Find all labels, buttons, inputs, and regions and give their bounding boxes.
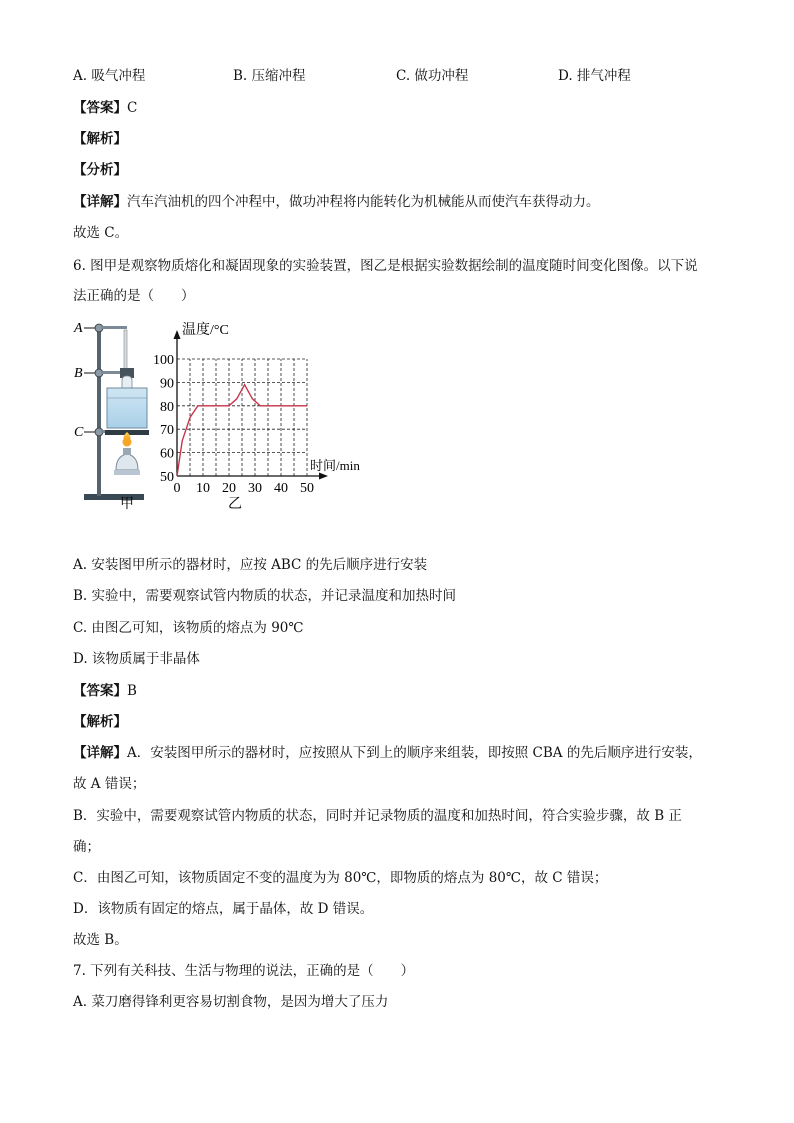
label-c: C (74, 425, 84, 440)
q6-stem-line1: 6. 图甲是观察物质熔化和凝固现象的实验装置，图乙是根据实验数据绘制的温度随时间变化图像。以下说 (73, 258, 698, 274)
x-axis-arrow (319, 473, 328, 480)
q6-option-a: A. 安装图甲所示的器材时，应按 ABC 的先后顺序进行安装 (73, 557, 428, 573)
y-axis-arrow (174, 330, 181, 339)
q6-detail-line3: B．实验中，需要观察试管内物质的状态，同时并记录物质的温度和加热时间，符合实验步骤，故 B 正 (73, 808, 682, 824)
y-tick-label: 100 (153, 353, 174, 368)
apparatus-illustration (84, 324, 149, 500)
q5-detail (73, 192, 600, 212)
q6-detail-line5: C．由图乙可知，该物质固定不变的温度为为 80℃，即物质的熔点为 80℃，故 C 错误； (73, 870, 608, 886)
q6-option-b: B. 实验中，需要观察试管内物质的状态，并记录温度和加热时间 (73, 588, 457, 604)
q5-conclusion: 故选 C。 (73, 225, 129, 241)
temperature-chart (153, 321, 360, 496)
q6-option-c: C. 由图乙可知，该物质的熔点为 90℃ (73, 620, 304, 636)
caption-jia: 甲 (120, 497, 134, 512)
x-tick-label: 30 (248, 481, 262, 496)
q6-answer (73, 681, 137, 701)
y-tick-label: 50 (160, 470, 174, 485)
detail-tag: 【详解】 (73, 745, 127, 761)
x-tick-label: 40 (274, 481, 288, 496)
q6-conclusion: 故选 B。 (73, 932, 128, 948)
q6-detail-line2: 故 A 错误； (73, 776, 146, 792)
option-c: C. 做功冲程 (396, 68, 469, 84)
x-tick-label: 20 (222, 481, 236, 496)
q6-detail-line6: D．该物质有固定的熔点，属于晶体，故 D 错误。 (73, 901, 374, 917)
y-tick-label: 70 (160, 423, 174, 439)
y-tick-label: 90 (160, 376, 174, 392)
caption-yi: 乙 (228, 497, 242, 512)
q6-figure (70, 318, 380, 513)
x-tick-label: 10 (196, 481, 210, 496)
q6-option-d: D. 该物质属于非晶体 (73, 651, 200, 667)
q7-option-a: A. 菜刀磨得锋利更容易切割食物，是因为增大了压力 (73, 994, 389, 1010)
q6-detail-line4: 确； (73, 839, 100, 855)
option-d: D. 排气冲程 (558, 68, 631, 84)
detail-text: 汽车汽油机的四个冲程中，做功冲程将内能转化为机械能从而使汽车获得动力。 (127, 194, 600, 210)
option-a: A. 吸气冲程 (73, 68, 146, 84)
answer-value: C (127, 100, 138, 116)
answer-value: B (127, 683, 137, 699)
q5-fenxi-tag: 【分析】 (73, 162, 127, 178)
q6-stem-line2: 法正确的是（ ） (73, 288, 195, 304)
q5-analysis-tag: 【解析】 (73, 131, 127, 147)
q5-answer (73, 98, 137, 118)
answer-tag: 【答案】 (73, 100, 127, 116)
detail-tag: 【详解】 (73, 194, 127, 210)
x-axis-label: 时间/min (310, 458, 360, 473)
answer-tag: 【答案】 (73, 683, 127, 699)
x-tick-label: 50 (300, 481, 314, 496)
detail-text: A．安装图甲所示的器材时，应按照从下到上的顺序来组装，即按照 CBA 的先后顺序进行安装， (127, 745, 702, 761)
option-b: B. 压缩冲程 (233, 68, 306, 84)
q6-analysis-tag: 【解析】 (73, 714, 127, 730)
x-tick-label: 0 (173, 481, 181, 496)
label-a: A (74, 321, 83, 336)
label-b: B (74, 366, 83, 381)
y-tick-label: 80 (160, 399, 174, 415)
q7-stem: 7. 下列有关科技、生活与物理的说法，正确的是（ ） (73, 963, 415, 979)
y-axis-label: 温度/°C (182, 323, 229, 338)
q6-detail-line1 (73, 743, 702, 763)
y-tick-label: 60 (160, 446, 174, 462)
